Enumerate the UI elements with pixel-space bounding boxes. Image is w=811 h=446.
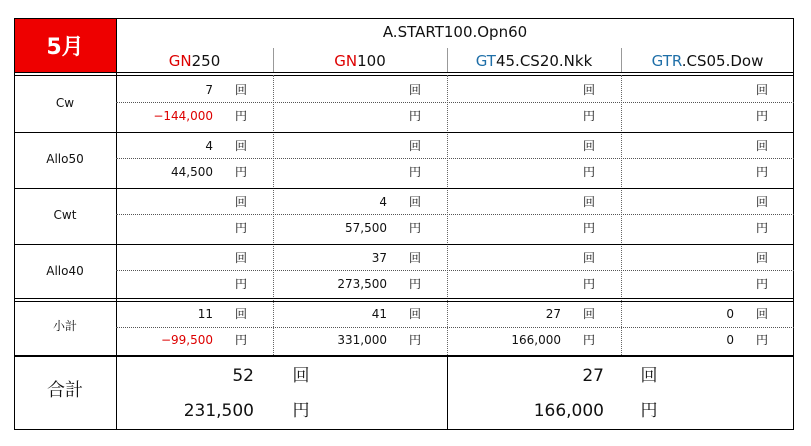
count-unit: 回 bbox=[408, 139, 421, 153]
total-amount-right: 166,000 bbox=[533, 401, 604, 421]
count-unit: 回 bbox=[234, 307, 247, 321]
yen-unit: 円 bbox=[234, 165, 247, 179]
grid-line bbox=[14, 188, 794, 189]
grid-line bbox=[273, 75, 274, 355]
amount-value: 0 bbox=[726, 333, 734, 347]
amount-value: 331,000 bbox=[337, 333, 387, 347]
yen-unit: 円 bbox=[755, 221, 768, 235]
count-value: 0 bbox=[726, 307, 734, 321]
grid-line bbox=[14, 72, 794, 73]
column-header-prefix: GN bbox=[168, 52, 192, 70]
total-count-left: 52 bbox=[232, 366, 254, 386]
row-label-allo50: Allo50 bbox=[46, 152, 84, 166]
grid-line bbox=[621, 75, 622, 355]
count-unit: 回 bbox=[408, 251, 421, 265]
grid-line bbox=[14, 75, 794, 76]
count-unit: 回 bbox=[755, 83, 768, 97]
count-unit: 回 bbox=[234, 83, 247, 97]
grid-line bbox=[273, 48, 274, 72]
count-unit: 回 bbox=[408, 83, 421, 97]
grid-line bbox=[14, 18, 15, 430]
grid-line bbox=[14, 356, 794, 357]
count-value: 4 bbox=[205, 139, 213, 153]
count-unit: 回 bbox=[755, 139, 768, 153]
grid-line bbox=[447, 75, 448, 355]
amount-value: 44,500 bbox=[171, 165, 213, 179]
grid-line bbox=[621, 48, 622, 72]
yen-unit: 円 bbox=[755, 277, 768, 291]
grid-line bbox=[793, 18, 794, 430]
count-unit: 回 bbox=[234, 251, 247, 265]
yen-unit: 円 bbox=[582, 165, 595, 179]
grid-line bbox=[116, 18, 117, 430]
count-unit: 回 bbox=[582, 251, 595, 265]
grid-line bbox=[447, 356, 448, 430]
count-value: 7 bbox=[205, 83, 213, 97]
yen-unit: 円 bbox=[582, 277, 595, 291]
count-unit: 回 bbox=[582, 139, 595, 153]
yen-unit: 円 bbox=[408, 221, 421, 235]
grid-line bbox=[116, 102, 794, 103]
total-count-right: 27 bbox=[582, 366, 604, 386]
total-amount-unit-left: 円 bbox=[292, 401, 310, 421]
yen-unit: 円 bbox=[234, 277, 247, 291]
total-amount-left: 231,500 bbox=[183, 401, 254, 421]
monthly-results-sheet bbox=[14, 18, 794, 430]
column-header-prefix: GT bbox=[475, 52, 496, 70]
count-unit: 回 bbox=[408, 307, 421, 321]
grid-line bbox=[447, 48, 448, 72]
grid-line bbox=[116, 327, 794, 328]
count-value: 37 bbox=[371, 251, 387, 265]
count-unit: 回 bbox=[234, 139, 247, 153]
amount-value: −144,000 bbox=[153, 109, 213, 123]
column-header-2 bbox=[273, 54, 447, 69]
grid-line bbox=[116, 270, 794, 271]
strategy-title: A.START100.Opn60 bbox=[382, 23, 528, 41]
column-header-3 bbox=[447, 54, 621, 69]
yen-unit: 円 bbox=[234, 109, 247, 123]
count-unit: 回 bbox=[755, 251, 768, 265]
row-label-allo40: Allo40 bbox=[46, 264, 84, 278]
column-header-prefix: GTR bbox=[651, 52, 682, 70]
count-unit: 回 bbox=[582, 307, 595, 321]
count-unit: 回 bbox=[234, 195, 247, 209]
total-label: 合計 bbox=[47, 380, 83, 401]
amount-value: 57,500 bbox=[345, 221, 387, 235]
grid-line bbox=[14, 132, 794, 133]
yen-unit: 円 bbox=[755, 109, 768, 123]
grid-line bbox=[14, 18, 794, 19]
count-unit: 回 bbox=[408, 195, 421, 209]
count-value: 41 bbox=[371, 307, 387, 321]
count-unit: 回 bbox=[582, 83, 595, 97]
amount-value: 273,500 bbox=[337, 277, 387, 291]
column-header-suffix: .CS05.Dow bbox=[681, 52, 764, 70]
column-header-4 bbox=[621, 54, 794, 69]
total-amount-unit-right: 円 bbox=[640, 401, 658, 421]
grid-line bbox=[14, 301, 794, 302]
grid-line bbox=[14, 244, 794, 245]
grid-line bbox=[14, 429, 794, 430]
column-header-suffix: 45.CS20.Nkk bbox=[495, 52, 593, 70]
month-cell: 5月 bbox=[14, 18, 116, 72]
grid-line bbox=[116, 158, 794, 159]
grid-line bbox=[116, 214, 794, 215]
count-value: 11 bbox=[197, 307, 213, 321]
amount-value: −99,500 bbox=[160, 333, 213, 347]
yen-unit: 円 bbox=[582, 109, 595, 123]
grid-line bbox=[14, 298, 794, 299]
row-label-cwt: Cwt bbox=[53, 208, 77, 222]
yen-unit: 円 bbox=[755, 333, 768, 347]
row-label-cw: Cw bbox=[55, 96, 75, 110]
yen-unit: 円 bbox=[234, 221, 247, 235]
count-value: 27 bbox=[545, 307, 561, 321]
count-unit: 回 bbox=[755, 307, 768, 321]
yen-unit: 円 bbox=[582, 333, 595, 347]
column-header-suffix: 100 bbox=[357, 52, 386, 70]
yen-unit: 円 bbox=[582, 221, 595, 235]
yen-unit: 円 bbox=[408, 165, 421, 179]
count-unit: 回 bbox=[582, 195, 595, 209]
count-unit: 回 bbox=[755, 195, 768, 209]
column-header-suffix: 250 bbox=[191, 52, 221, 70]
column-header-1 bbox=[116, 54, 273, 69]
amount-value: 166,000 bbox=[511, 333, 561, 347]
yen-unit: 円 bbox=[408, 333, 421, 347]
yen-unit: 円 bbox=[408, 277, 421, 291]
yen-unit: 円 bbox=[234, 333, 247, 347]
yen-unit: 円 bbox=[755, 165, 768, 179]
column-header-prefix: GN bbox=[334, 52, 358, 70]
yen-unit: 円 bbox=[408, 109, 421, 123]
row-label-subtotal: 小計 bbox=[52, 319, 77, 333]
total-count-unit-left: 回 bbox=[292, 366, 310, 386]
total-count-unit-right: 回 bbox=[640, 366, 658, 386]
count-value: 4 bbox=[379, 195, 387, 209]
